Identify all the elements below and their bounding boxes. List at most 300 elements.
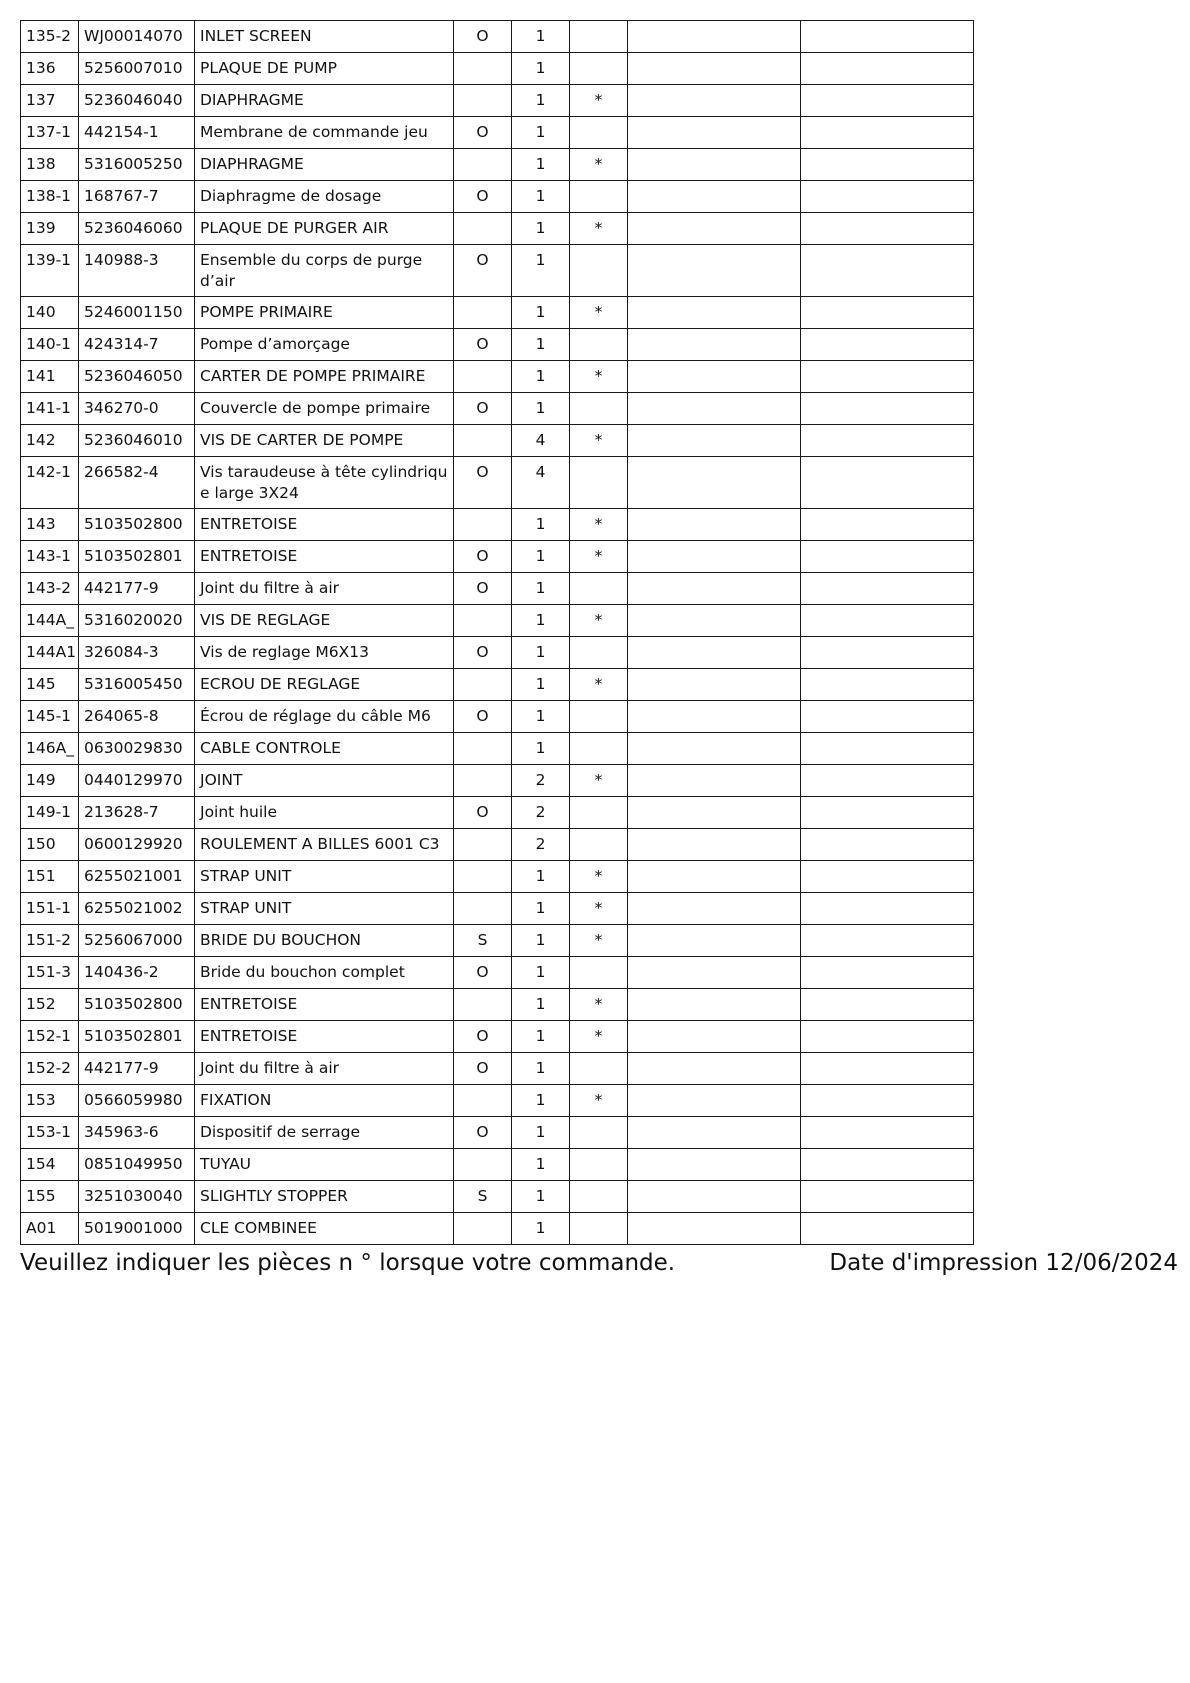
cell-quantity: 1 [512, 21, 570, 53]
cell-description: Couvercle de pompe primaire [195, 393, 454, 425]
cell-quantity: 1 [512, 861, 570, 893]
cell-option [454, 1213, 512, 1245]
cell-blank-2 [801, 245, 974, 297]
cell-mark: * [570, 989, 628, 1021]
cell-option [454, 149, 512, 181]
cell-quantity: 1 [512, 213, 570, 245]
cell-part-number: 3251030040 [79, 1181, 195, 1213]
table-row [21, 329, 974, 361]
table-row [21, 149, 974, 181]
cell-mark: * [570, 85, 628, 117]
parts-table-body [21, 21, 974, 1245]
cell-ref-no: 149 [21, 765, 79, 797]
table-row [21, 669, 974, 701]
cell-part-number: 442177-9 [79, 1053, 195, 1085]
cell-mark: * [570, 425, 628, 457]
cell-ref-no: 140 [21, 297, 79, 329]
cell-mark [570, 1117, 628, 1149]
cell-part-number: 5246001150 [79, 297, 195, 329]
cell-mark [570, 117, 628, 149]
cell-quantity: 1 [512, 509, 570, 541]
table-row [21, 361, 974, 393]
cell-ref-no: 152 [21, 989, 79, 1021]
cell-blank-1 [628, 425, 801, 457]
cell-mark [570, 457, 628, 509]
cell-part-number: 5316005250 [79, 149, 195, 181]
cell-blank-2 [801, 893, 974, 925]
cell-description: Ensemble du corps de purge d’air [195, 245, 454, 297]
cell-mark [570, 53, 628, 85]
cell-option [454, 1149, 512, 1181]
cell-description: PLAQUE DE PURGER AIR [195, 213, 454, 245]
cell-blank-1 [628, 797, 801, 829]
cell-blank-1 [628, 297, 801, 329]
cell-blank-2 [801, 1149, 974, 1181]
cell-description: ENTRETOISE [195, 509, 454, 541]
cell-mark: * [570, 1021, 628, 1053]
cell-description: Écrou de réglage du câble M6 [195, 701, 454, 733]
cell-mark: * [570, 213, 628, 245]
cell-description: Vis de reglage M6X13 [195, 637, 454, 669]
cell-option: O [454, 573, 512, 605]
cell-option: O [454, 1053, 512, 1085]
cell-mark [570, 957, 628, 989]
cell-part-number: 0630029830 [79, 733, 195, 765]
cell-option [454, 669, 512, 701]
parts-table [20, 20, 974, 1245]
cell-blank-1 [628, 861, 801, 893]
cell-quantity: 4 [512, 425, 570, 457]
cell-description: JOINT [195, 765, 454, 797]
cell-ref-no: 151-2 [21, 925, 79, 957]
cell-part-number: 140988-3 [79, 245, 195, 297]
cell-description: INLET SCREEN [195, 21, 454, 53]
table-row [21, 21, 974, 53]
cell-ref-no: 145 [21, 669, 79, 701]
cell-mark: * [570, 605, 628, 637]
cell-blank-2 [801, 861, 974, 893]
cell-description: ROULEMENT A BILLES 6001 C3 [195, 829, 454, 861]
cell-option: O [454, 541, 512, 573]
cell-blank-2 [801, 53, 974, 85]
table-row [21, 393, 974, 425]
cell-option: O [454, 329, 512, 361]
cell-blank-2 [801, 573, 974, 605]
cell-description: BRIDE DU BOUCHON [195, 925, 454, 957]
cell-description: TUYAU [195, 1149, 454, 1181]
cell-quantity: 1 [512, 669, 570, 701]
cell-blank-2 [801, 925, 974, 957]
cell-blank-2 [801, 425, 974, 457]
cell-description: Dispositif de serrage [195, 1117, 454, 1149]
table-row [21, 1021, 974, 1053]
cell-blank-1 [628, 1053, 801, 1085]
table-row [21, 85, 974, 117]
table-row [21, 425, 974, 457]
cell-blank-2 [801, 21, 974, 53]
cell-description: SLIGHTLY STOPPER [195, 1181, 454, 1213]
cell-ref-no: 144A1 [21, 637, 79, 669]
table-row [21, 573, 974, 605]
cell-blank-1 [628, 85, 801, 117]
cell-option [454, 829, 512, 861]
cell-description: ENTRETOISE [195, 541, 454, 573]
table-row [21, 797, 974, 829]
cell-blank-2 [801, 1021, 974, 1053]
cell-blank-1 [628, 1213, 801, 1245]
cell-ref-no: 143 [21, 509, 79, 541]
cell-option [454, 361, 512, 393]
cell-blank-1 [628, 989, 801, 1021]
cell-mark [570, 329, 628, 361]
cell-part-number: 140436-2 [79, 957, 195, 989]
cell-mark: * [570, 861, 628, 893]
cell-blank-1 [628, 509, 801, 541]
cell-blank-1 [628, 329, 801, 361]
cell-quantity: 1 [512, 733, 570, 765]
cell-mark: * [570, 893, 628, 925]
cell-ref-no: 139-1 [21, 245, 79, 297]
table-row [21, 297, 974, 329]
cell-quantity: 1 [512, 989, 570, 1021]
cell-part-number: 5236046010 [79, 425, 195, 457]
cell-ref-no: 150 [21, 829, 79, 861]
cell-ref-no: 142 [21, 425, 79, 457]
cell-blank-1 [628, 541, 801, 573]
cell-description: CARTER DE POMPE PRIMAIRE [195, 361, 454, 393]
cell-part-number: 5103502801 [79, 541, 195, 573]
cell-blank-2 [801, 701, 974, 733]
cell-quantity: 1 [512, 1053, 570, 1085]
cell-blank-2 [801, 85, 974, 117]
cell-blank-2 [801, 605, 974, 637]
cell-part-number: 266582-4 [79, 457, 195, 509]
print-date: Date d'impression 12/06/2024 [829, 1250, 1178, 1276]
cell-blank-2 [801, 297, 974, 329]
cell-mark [570, 637, 628, 669]
table-row [21, 1085, 974, 1117]
cell-ref-no: 154 [21, 1149, 79, 1181]
cell-part-number: 6255021002 [79, 893, 195, 925]
cell-part-number: 5103502800 [79, 509, 195, 541]
cell-part-number: 345963-6 [79, 1117, 195, 1149]
cell-quantity: 1 [512, 181, 570, 213]
cell-description: Membrane de commande jeu [195, 117, 454, 149]
cell-mark [570, 1053, 628, 1085]
cell-quantity: 1 [512, 393, 570, 425]
cell-ref-no: 151-1 [21, 893, 79, 925]
cell-quantity: 1 [512, 573, 570, 605]
cell-description: Diaphragme de dosage [195, 181, 454, 213]
cell-ref-no: 155 [21, 1181, 79, 1213]
table-row [21, 117, 974, 149]
cell-blank-2 [801, 765, 974, 797]
cell-mark [570, 573, 628, 605]
cell-blank-2 [801, 989, 974, 1021]
cell-option: O [454, 393, 512, 425]
table-row [21, 637, 974, 669]
cell-option [454, 1085, 512, 1117]
cell-ref-no: 135-2 [21, 21, 79, 53]
cell-part-number: 168767-7 [79, 181, 195, 213]
cell-part-number: 5103502800 [79, 989, 195, 1021]
cell-ref-no: 144A_ [21, 605, 79, 637]
cell-quantity: 2 [512, 829, 570, 861]
cell-blank-2 [801, 213, 974, 245]
cell-part-number: 5316005450 [79, 669, 195, 701]
cell-ref-no: A01 [21, 1213, 79, 1245]
cell-blank-2 [801, 957, 974, 989]
cell-part-number: 442154-1 [79, 117, 195, 149]
cell-blank-1 [628, 957, 801, 989]
cell-blank-1 [628, 1085, 801, 1117]
cell-blank-1 [628, 181, 801, 213]
cell-description: POMPE PRIMAIRE [195, 297, 454, 329]
cell-part-number: 424314-7 [79, 329, 195, 361]
cell-ref-no: 151 [21, 861, 79, 893]
cell-option: O [454, 21, 512, 53]
cell-part-number: 5236046040 [79, 85, 195, 117]
cell-description: CABLE CONTROLE [195, 733, 454, 765]
cell-blank-2 [801, 1213, 974, 1245]
cell-ref-no: 142-1 [21, 457, 79, 509]
cell-mark: * [570, 765, 628, 797]
cell-quantity: 1 [512, 1021, 570, 1053]
cell-description: ECROU DE REGLAGE [195, 669, 454, 701]
cell-mark: * [570, 925, 628, 957]
cell-option: O [454, 1117, 512, 1149]
cell-part-number: 5103502801 [79, 1021, 195, 1053]
cell-option [454, 605, 512, 637]
cell-part-number: WJ00014070 [79, 21, 195, 53]
table-row [21, 893, 974, 925]
cell-mark: * [570, 509, 628, 541]
cell-ref-no: 141-1 [21, 393, 79, 425]
table-row [21, 1181, 974, 1213]
cell-option: O [454, 1021, 512, 1053]
cell-blank-1 [628, 393, 801, 425]
cell-mark [570, 701, 628, 733]
table-row [21, 1149, 974, 1181]
cell-blank-1 [628, 637, 801, 669]
cell-mark [570, 21, 628, 53]
table-row [21, 457, 974, 509]
cell-ref-no: 138-1 [21, 181, 79, 213]
cell-mark: * [570, 149, 628, 181]
cell-option [454, 213, 512, 245]
cell-option: O [454, 701, 512, 733]
cell-description: Joint du filtre à air [195, 573, 454, 605]
cell-quantity: 4 [512, 457, 570, 509]
cell-part-number: 346270-0 [79, 393, 195, 425]
cell-blank-2 [801, 541, 974, 573]
cell-part-number: 0566059980 [79, 1085, 195, 1117]
cell-ref-no: 153 [21, 1085, 79, 1117]
cell-blank-2 [801, 457, 974, 509]
cell-blank-2 [801, 1085, 974, 1117]
cell-blank-2 [801, 509, 974, 541]
cell-description: Bride du bouchon complet [195, 957, 454, 989]
table-row [21, 989, 974, 1021]
cell-ref-no: 136 [21, 53, 79, 85]
cell-option [454, 53, 512, 85]
table-row [21, 765, 974, 797]
cell-blank-1 [628, 765, 801, 797]
cell-part-number: 0600129920 [79, 829, 195, 861]
cell-quantity: 1 [512, 53, 570, 85]
cell-blank-2 [801, 181, 974, 213]
cell-option [454, 733, 512, 765]
table-row [21, 861, 974, 893]
cell-blank-1 [628, 893, 801, 925]
cell-mark [570, 181, 628, 213]
cell-part-number: 5256067000 [79, 925, 195, 957]
cell-ref-no: 149-1 [21, 797, 79, 829]
cell-ref-no: 138 [21, 149, 79, 181]
table-row [21, 509, 974, 541]
cell-option [454, 989, 512, 1021]
cell-quantity: 2 [512, 797, 570, 829]
cell-ref-no: 151-3 [21, 957, 79, 989]
cell-quantity: 2 [512, 765, 570, 797]
table-row [21, 605, 974, 637]
cell-description: VIS DE REGLAGE [195, 605, 454, 637]
cell-option [454, 861, 512, 893]
cell-blank-1 [628, 1021, 801, 1053]
cell-option: O [454, 957, 512, 989]
cell-description: ENTRETOISE [195, 989, 454, 1021]
cell-blank-1 [628, 1117, 801, 1149]
cell-mark [570, 829, 628, 861]
table-row [21, 1117, 974, 1149]
cell-blank-2 [801, 329, 974, 361]
cell-blank-1 [628, 701, 801, 733]
cell-part-number: 5236046060 [79, 213, 195, 245]
cell-description: PLAQUE DE PUMP [195, 53, 454, 85]
cell-mark [570, 1181, 628, 1213]
cell-ref-no: 152-2 [21, 1053, 79, 1085]
cell-ref-no: 145-1 [21, 701, 79, 733]
cell-mark: * [570, 1085, 628, 1117]
cell-quantity: 1 [512, 297, 570, 329]
cell-ref-no: 152-1 [21, 1021, 79, 1053]
cell-mark [570, 733, 628, 765]
cell-blank-1 [628, 53, 801, 85]
cell-blank-1 [628, 213, 801, 245]
cell-quantity: 1 [512, 149, 570, 181]
cell-quantity: 1 [512, 117, 570, 149]
cell-part-number: 0440129970 [79, 765, 195, 797]
cell-mark: * [570, 297, 628, 329]
cell-quantity: 1 [512, 637, 570, 669]
table-row [21, 957, 974, 989]
cell-blank-2 [801, 669, 974, 701]
table-row [21, 1213, 974, 1245]
cell-description: Vis taraudeuse à tête cylindrique large 3X24 [195, 457, 454, 509]
cell-quantity: 1 [512, 1149, 570, 1181]
cell-quantity: 1 [512, 1181, 570, 1213]
cell-quantity: 1 [512, 85, 570, 117]
cell-description: STRAP UNIT [195, 861, 454, 893]
cell-mark: * [570, 669, 628, 701]
cell-description: DIAPHRAGME [195, 85, 454, 117]
cell-mark [570, 1149, 628, 1181]
cell-blank-2 [801, 117, 974, 149]
cell-part-number: 5236046050 [79, 361, 195, 393]
cell-blank-2 [801, 1117, 974, 1149]
cell-option: O [454, 245, 512, 297]
cell-blank-1 [628, 829, 801, 861]
table-row [21, 541, 974, 573]
cell-option [454, 509, 512, 541]
table-row [21, 181, 974, 213]
cell-blank-2 [801, 361, 974, 393]
table-row [21, 53, 974, 85]
cell-blank-1 [628, 733, 801, 765]
table-row [21, 213, 974, 245]
cell-quantity: 1 [512, 605, 570, 637]
cell-blank-2 [801, 829, 974, 861]
cell-option: O [454, 181, 512, 213]
cell-blank-2 [801, 797, 974, 829]
cell-blank-1 [628, 361, 801, 393]
cell-mark: * [570, 361, 628, 393]
cell-option: O [454, 637, 512, 669]
cell-mark [570, 393, 628, 425]
cell-blank-1 [628, 457, 801, 509]
cell-blank-2 [801, 149, 974, 181]
cell-blank-2 [801, 1181, 974, 1213]
cell-blank-1 [628, 21, 801, 53]
cell-ref-no: 143-2 [21, 573, 79, 605]
cell-quantity: 1 [512, 361, 570, 393]
table-row [21, 925, 974, 957]
cell-quantity: 1 [512, 1213, 570, 1245]
cell-part-number: 264065-8 [79, 701, 195, 733]
table-row [21, 829, 974, 861]
cell-blank-1 [628, 117, 801, 149]
cell-description: STRAP UNIT [195, 893, 454, 925]
table-row [21, 701, 974, 733]
cell-option: S [454, 1181, 512, 1213]
cell-option: O [454, 117, 512, 149]
cell-description: Joint huile [195, 797, 454, 829]
cell-option: O [454, 457, 512, 509]
cell-option [454, 893, 512, 925]
cell-option [454, 297, 512, 329]
table-row [21, 733, 974, 765]
cell-part-number: 5019001000 [79, 1213, 195, 1245]
cell-quantity: 1 [512, 701, 570, 733]
cell-ref-no: 143-1 [21, 541, 79, 573]
cell-quantity: 1 [512, 893, 570, 925]
cell-blank-2 [801, 1053, 974, 1085]
cell-option: O [454, 797, 512, 829]
cell-blank-1 [628, 149, 801, 181]
cell-option [454, 765, 512, 797]
cell-mark [570, 797, 628, 829]
order-note: Veuillez indiquer les pièces n ° lorsque votre commande. [20, 1250, 676, 1276]
cell-part-number: 326084-3 [79, 637, 195, 669]
cell-description: DIAPHRAGME [195, 149, 454, 181]
cell-blank-1 [628, 669, 801, 701]
cell-part-number: 5256007010 [79, 53, 195, 85]
cell-blank-2 [801, 733, 974, 765]
cell-part-number: 213628-7 [79, 797, 195, 829]
cell-blank-2 [801, 637, 974, 669]
cell-option [454, 425, 512, 457]
cell-part-number: 5316020020 [79, 605, 195, 637]
